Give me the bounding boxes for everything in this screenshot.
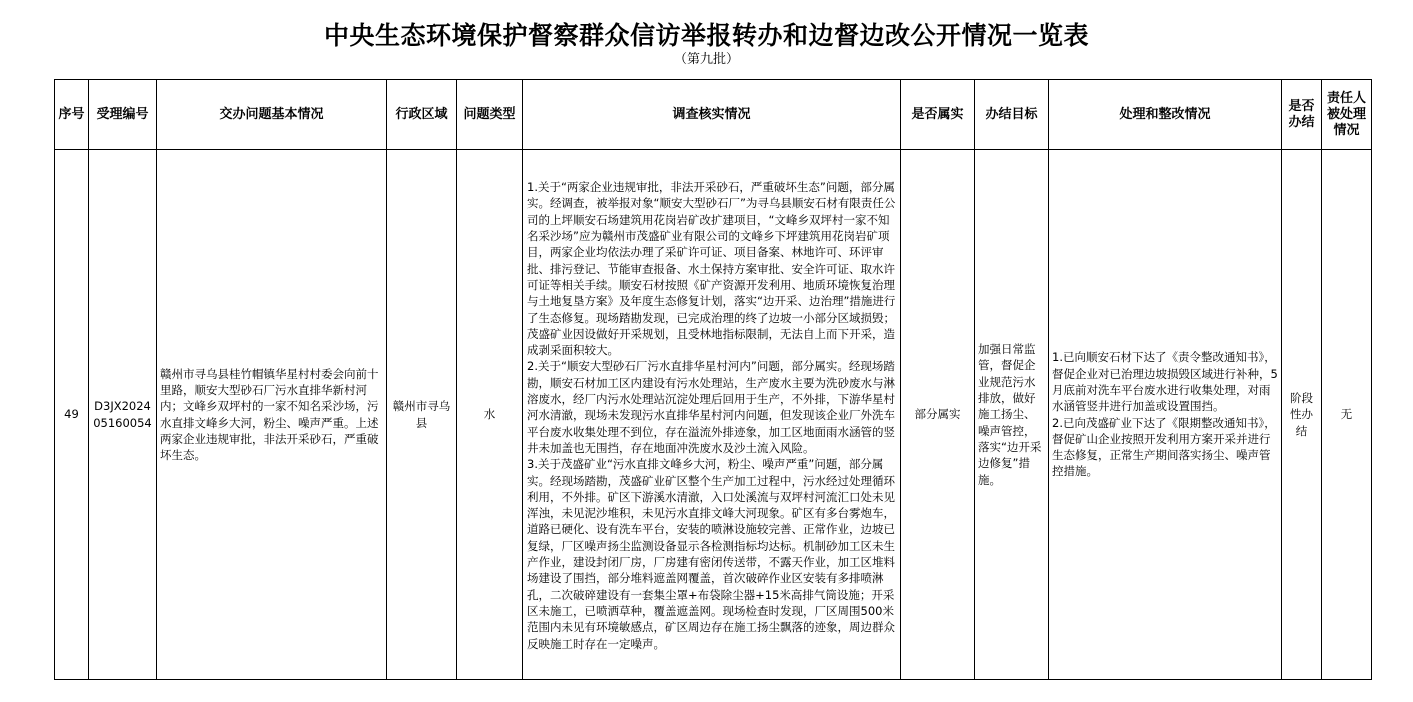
header-investigation: 调查核实情况 bbox=[523, 80, 901, 150]
header-row bbox=[55, 80, 1372, 150]
header-region: 行政区域 bbox=[387, 80, 457, 150]
header-code: 受理编号 bbox=[89, 80, 157, 150]
cell-type: 水 bbox=[457, 150, 523, 680]
cell-goal: 加强日常监管，督促企业规范污水排放，做好施工扬尘、噪声管控，落实“边开采边修复”措施。 bbox=[975, 150, 1049, 680]
page-title: 中央生态环境保护督察群众信访举报转办和边督边改公开情况一览表 bbox=[323, 21, 1089, 50]
cell-seq: 49 bbox=[55, 150, 89, 680]
cell-issue: 赣州市寻乌县桂竹帽镇华星村村委会向前十里路，顺安大型砂石厂污水直排华新村河内；文峰乡双坪村的一家不知名采沙场，污水直排文峰乡大河，粉尘、噪声严重。上述两家企业违规审批，非法开采砂石，严重破坏生态。 bbox=[157, 150, 387, 680]
cell-handling: 1.已向顺安石材下达了《责令整改通知书》，督促企业对已治理边坡损毁区域进行补种，5月底前对洗车平台废水进行收集处理，对雨水涵管竖井进行加盖或设置围挡。 2.已向茂盛矿业下达了《限期整改通知书》，督促矿山企业按照开发利用方案开采并进行生态修复，正常生产期间落实扬尘、噪声管控措施。 bbox=[1049, 150, 1282, 680]
header-handling: 处理和整改情况 bbox=[1049, 80, 1282, 150]
petition-table bbox=[54, 79, 1372, 680]
cell-investigation: 1.关于“两家企业违规审批，非法开采砂石，严重破坏生态”问题，部分属实。经调查，被举报对象“顺安大型砂石厂”为寻乌县顺安石材有限责任公司的上坪顺安石场建筑用花岗岩矿改扩建项目，“文峰乡双坪村一家不知名采沙场”应为赣州市茂盛矿业有限公司的文峰乡下坪建筑用花岗岩矿项目，两家企业均依法办理了采矿许可证、项目备案、林地许可、环评审批、排污登记、节能审查报备、水土保持方案审批、安全许可证、取水许可证等相关手续。顺安石材按照《矿产资源开发利用、地质环境恢复治理与土地复垦方案》及年度生态修复计划，落实“边开采、边治理”措施进行了生态修复。现场踏勘发现，已完成治理的终了边坡一小部分区域损毁；茂盛矿业因设做好开采规划，且受林地指标限制，无法自上而下开采，造成剥采面积较大。 2.关于“顺安大型砂石厂污水直排华星村河内”问题，部分属实。经现场踏勘，顺安石材加工区内建设有污水处理站，生产废水主要为洗砂废水与淋溶废水，经厂内污水处理站沉淀处理后回用于生产，不外排，下游华星村河水清澈，现场未发现污水直排华星村河内问题，但发现该企业厂外洗车平台废水收集处理不到位，存在溢流外排迹象，加工区地面雨水涵管的竖井未加盖也无围挡，存在地面冲洗废水及沙土流入风险。 3.关于茂盛矿业“污水直排文峰乡大河，粉尘、噪声严重”问题，部分属实。经现场踏勘，茂盛矿业矿区整个生产加工过程中，污水经过处理循环利用，不外排。矿区下游溪水清澈，入口处溪流与双坪村河流汇口处未见浑浊，未见泥沙堆积，未见污水直排文峰大河现象。矿区有多台雾炮车，道路已硬化、设有洗车平台，安装的喷淋设施较完善、正常作业，边坡已复绿，厂区噪声扬尘监测设备显示各检测指标均达标。机制砂加工区未生产作业，建设封闭厂房，厂房建有密闭传送带，不露天作业，加工区堆料场建设了围挡，部分堆料遮盖网覆盖，首次破碎作业区安装有多排喷淋孔，二次破碎建设有一套集尘罩+布袋除尘器+15米高排气筒设施；开采区未施工，已喷洒草种，覆盖遮盖网。现场检查时发现，厂区周围500米范围内未见有环境敏感点，矿区周边存在施工扬尘飘落的迹象，周边群众反映施工时存在一定噪声。 bbox=[523, 150, 901, 680]
header-goal: 办结目标 bbox=[975, 80, 1049, 150]
header-seq: 序号 bbox=[55, 80, 89, 150]
header-valid: 是否属实 bbox=[901, 80, 975, 150]
header-resp: 责任人被处理情况 bbox=[1322, 80, 1372, 150]
batch-subtitle: （第九批） bbox=[673, 52, 739, 67]
cell-resp: 无 bbox=[1322, 150, 1372, 680]
table-row bbox=[55, 150, 1372, 680]
header-type: 问题类型 bbox=[457, 80, 523, 150]
cell-region: 赣州市寻乌县 bbox=[387, 150, 457, 680]
header-issue: 交办问题基本情况 bbox=[157, 80, 387, 150]
cell-code: D3JX2024 05160054 bbox=[89, 150, 157, 680]
header-done: 是否办结 bbox=[1282, 80, 1322, 150]
cell-done: 阶段性办结 bbox=[1282, 150, 1322, 680]
cell-valid: 部分属实 bbox=[901, 150, 975, 680]
